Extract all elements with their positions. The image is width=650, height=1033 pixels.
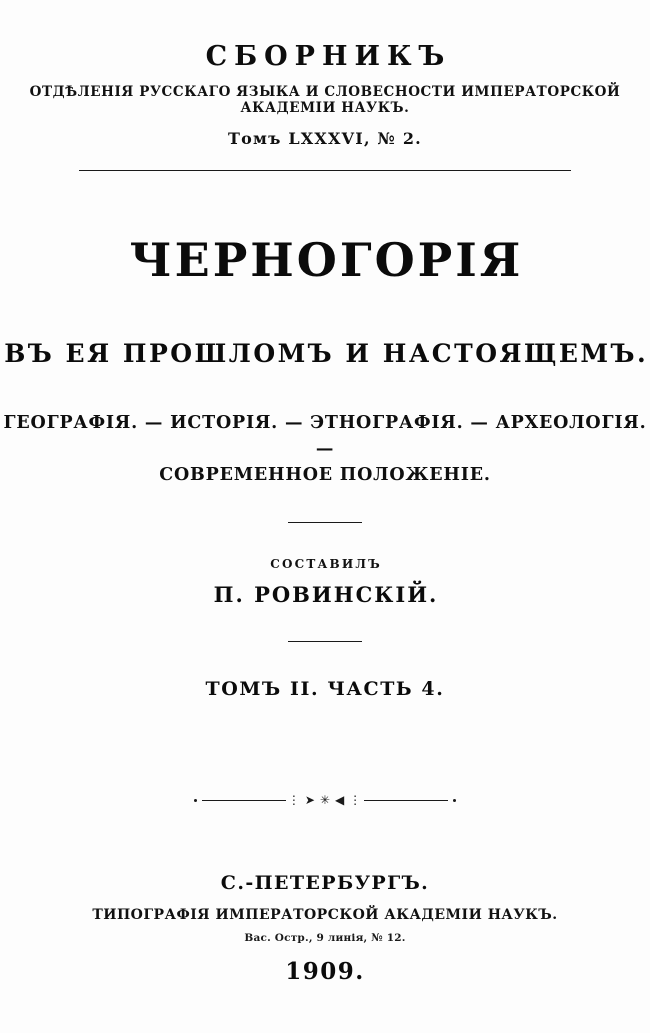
page-title: ЧЕРНОГОРІЯ — [129, 232, 524, 287]
ornament-dot-right — [453, 799, 456, 802]
ornament-right-glyph: ⋮ — [349, 793, 363, 808]
imprint-address: Вас. Остр., 9 линія, № 12. — [244, 932, 406, 944]
ornament-rule-right — [364, 800, 448, 801]
ornament-dot-left — [194, 799, 197, 802]
imprint-year: 1909. — [285, 958, 365, 985]
page-subtitle: ВЪ ЕЯ ПРОШЛОМЪ И НАСТОЯЩЕМЪ. — [4, 338, 649, 368]
imprint-block — [0, 872, 650, 985]
topics-line-1: ГЕОГРАФІЯ. — ИСТОРІЯ. — ЭТНОГРАФІЯ. — АРХЕОЛОГІЯ. — — [3, 412, 647, 459]
topics-line-2: СОВРЕМЕННОЕ ПОЛОЖЕНІЕ. — [159, 465, 491, 486]
series-volume: Томъ LXXXVI, № 2. — [228, 128, 422, 148]
compiled-by-label: СОСТАВИЛЪ — [270, 557, 382, 572]
ornament-arrow-right-icon: ➤ — [304, 793, 316, 808]
series-subtitle: ОТДѢЛЕНІЯ РУССКАГО ЯЗЫКА И СЛОВЕСНОСТИ ИМПЕРАТОРСКОЙ АКАДЕМІИ НАУКЪ. — [29, 83, 621, 116]
divider-below-author — [288, 641, 362, 642]
decorative-ornament — [0, 792, 650, 808]
author-name: П. РОВИНСКІЙ. — [213, 582, 439, 608]
header-divider — [79, 170, 571, 171]
imprint-city: С.-ПЕТЕРБУРГЪ. — [220, 872, 430, 894]
divider-above-author — [288, 522, 362, 523]
volume-part: ТОМЪ II. ЧАСТЬ 4. — [205, 678, 445, 701]
ornament-rule-left — [202, 800, 286, 801]
imprint-publisher: ТИПОГРАФІЯ ИМПЕРАТОРСКОЙ АКАДЕМІИ НАУКЪ. — [92, 907, 558, 923]
series-title: СБОРНИКЪ — [205, 41, 452, 72]
ornament-arrow-left-icon: ◀ — [334, 793, 346, 808]
ornament-left-glyph: ⋮ — [287, 793, 301, 808]
ornament-star-icon: ✳ — [319, 793, 331, 808]
series-header — [0, 0, 650, 148]
topics-list — [0, 410, 650, 489]
